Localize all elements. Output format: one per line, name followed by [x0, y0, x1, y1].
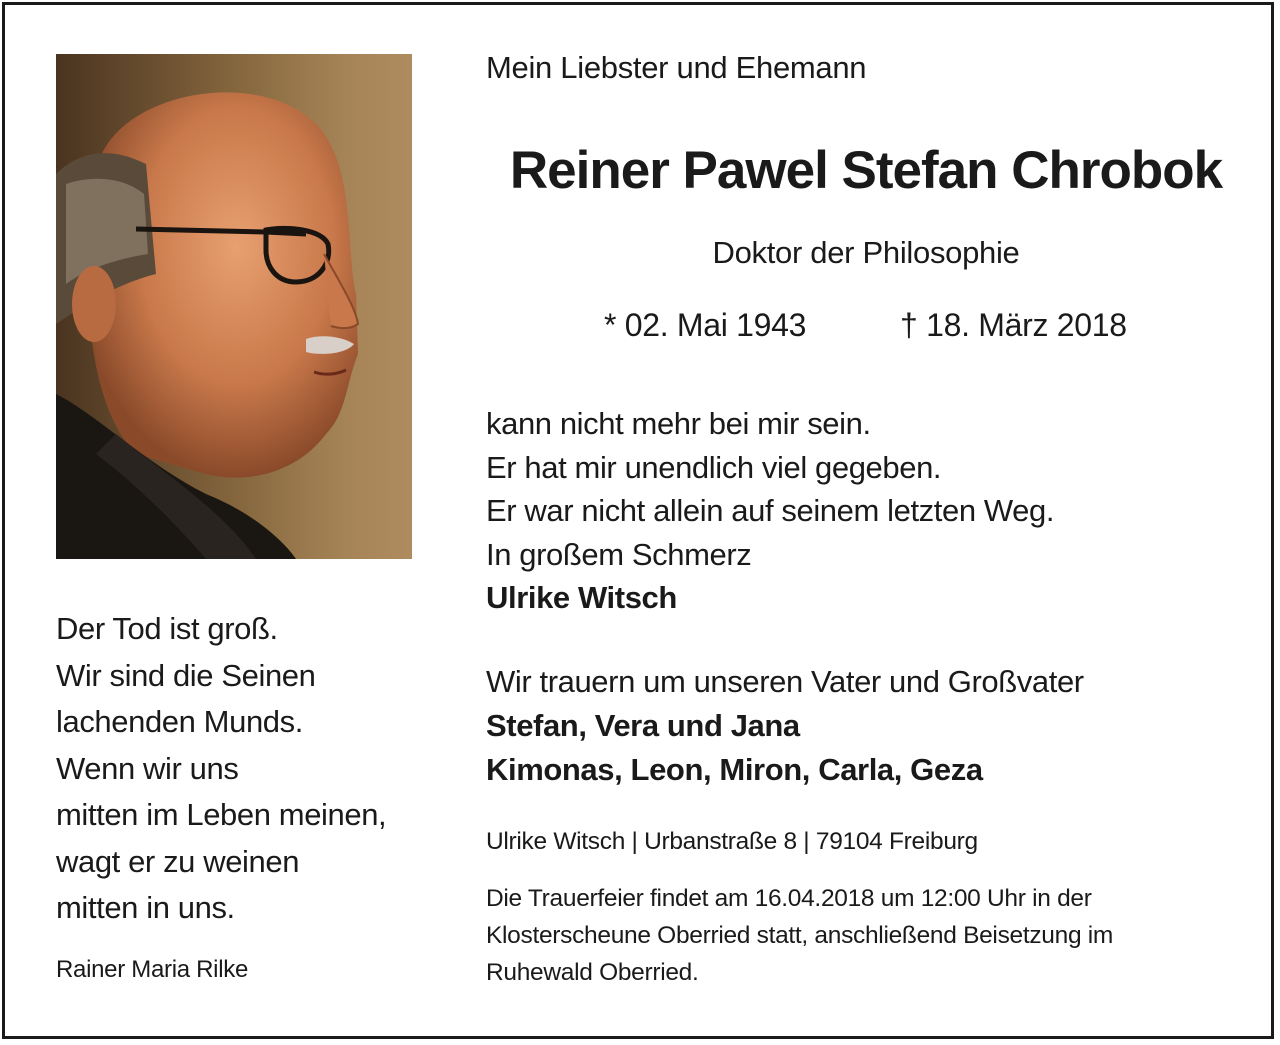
family-intro: Wir trauern um unseren Vater und Großvater: [486, 664, 1084, 699]
poem-line: mitten in uns.: [56, 890, 235, 925]
ceremony-line: Klosterscheune Oberried statt, anschließend Beisetzung im: [486, 922, 1114, 949]
message-line: kann nicht mehr bei mir sein.: [486, 406, 871, 441]
poem-line: mitten im Leben meinen,: [56, 797, 387, 832]
poem-line: Wenn wir uns: [56, 750, 239, 786]
message: [486, 402, 1054, 620]
birth-date: * 02. Mai 1943: [604, 307, 807, 343]
children-names: Stefan, Vera und Jana: [486, 708, 800, 743]
ceremony-info: [486, 880, 1113, 991]
signature: Ulrike Witsch: [486, 580, 677, 615]
poem-line: Der Tod ist groß.: [56, 611, 278, 646]
poem: [56, 606, 386, 932]
message-line: In großem Schmerz: [486, 536, 752, 572]
ceremony-line: Ruhewald Oberried.: [486, 959, 699, 986]
academic-title: Doktor der Philosophie: [712, 235, 1020, 270]
address: Ulrike Witsch | Urbanstraße 8 | 79104 Freiburg: [486, 828, 978, 855]
message-line: Er hat mir unendlich viel gegeben.: [486, 449, 942, 485]
poem-line: lachenden Munds.: [56, 704, 303, 739]
poem-line: wagt er zu weinen: [56, 843, 300, 879]
grandchildren-names: Kimonas, Leon, Miron, Carla, Geza: [486, 752, 983, 787]
poem-line: Wir sind die Seinen: [56, 657, 316, 693]
death-date: † 18. März 2018: [900, 307, 1127, 343]
deceased-name: Reiner Pawel Stefan Chrobok: [509, 141, 1223, 200]
portrait-photo: [56, 54, 412, 559]
message-line: Er war nicht allein auf seinem letzten Weg.: [486, 493, 1055, 528]
family-block: [486, 660, 1084, 792]
intro-text: Mein Liebster und Ehemann: [486, 50, 867, 85]
ceremony-line: Die Trauerfeier findet am 16.04.2018 um 12:00 Uhr in der: [486, 885, 1092, 912]
poem-author: Rainer Maria Rilke: [56, 956, 248, 983]
